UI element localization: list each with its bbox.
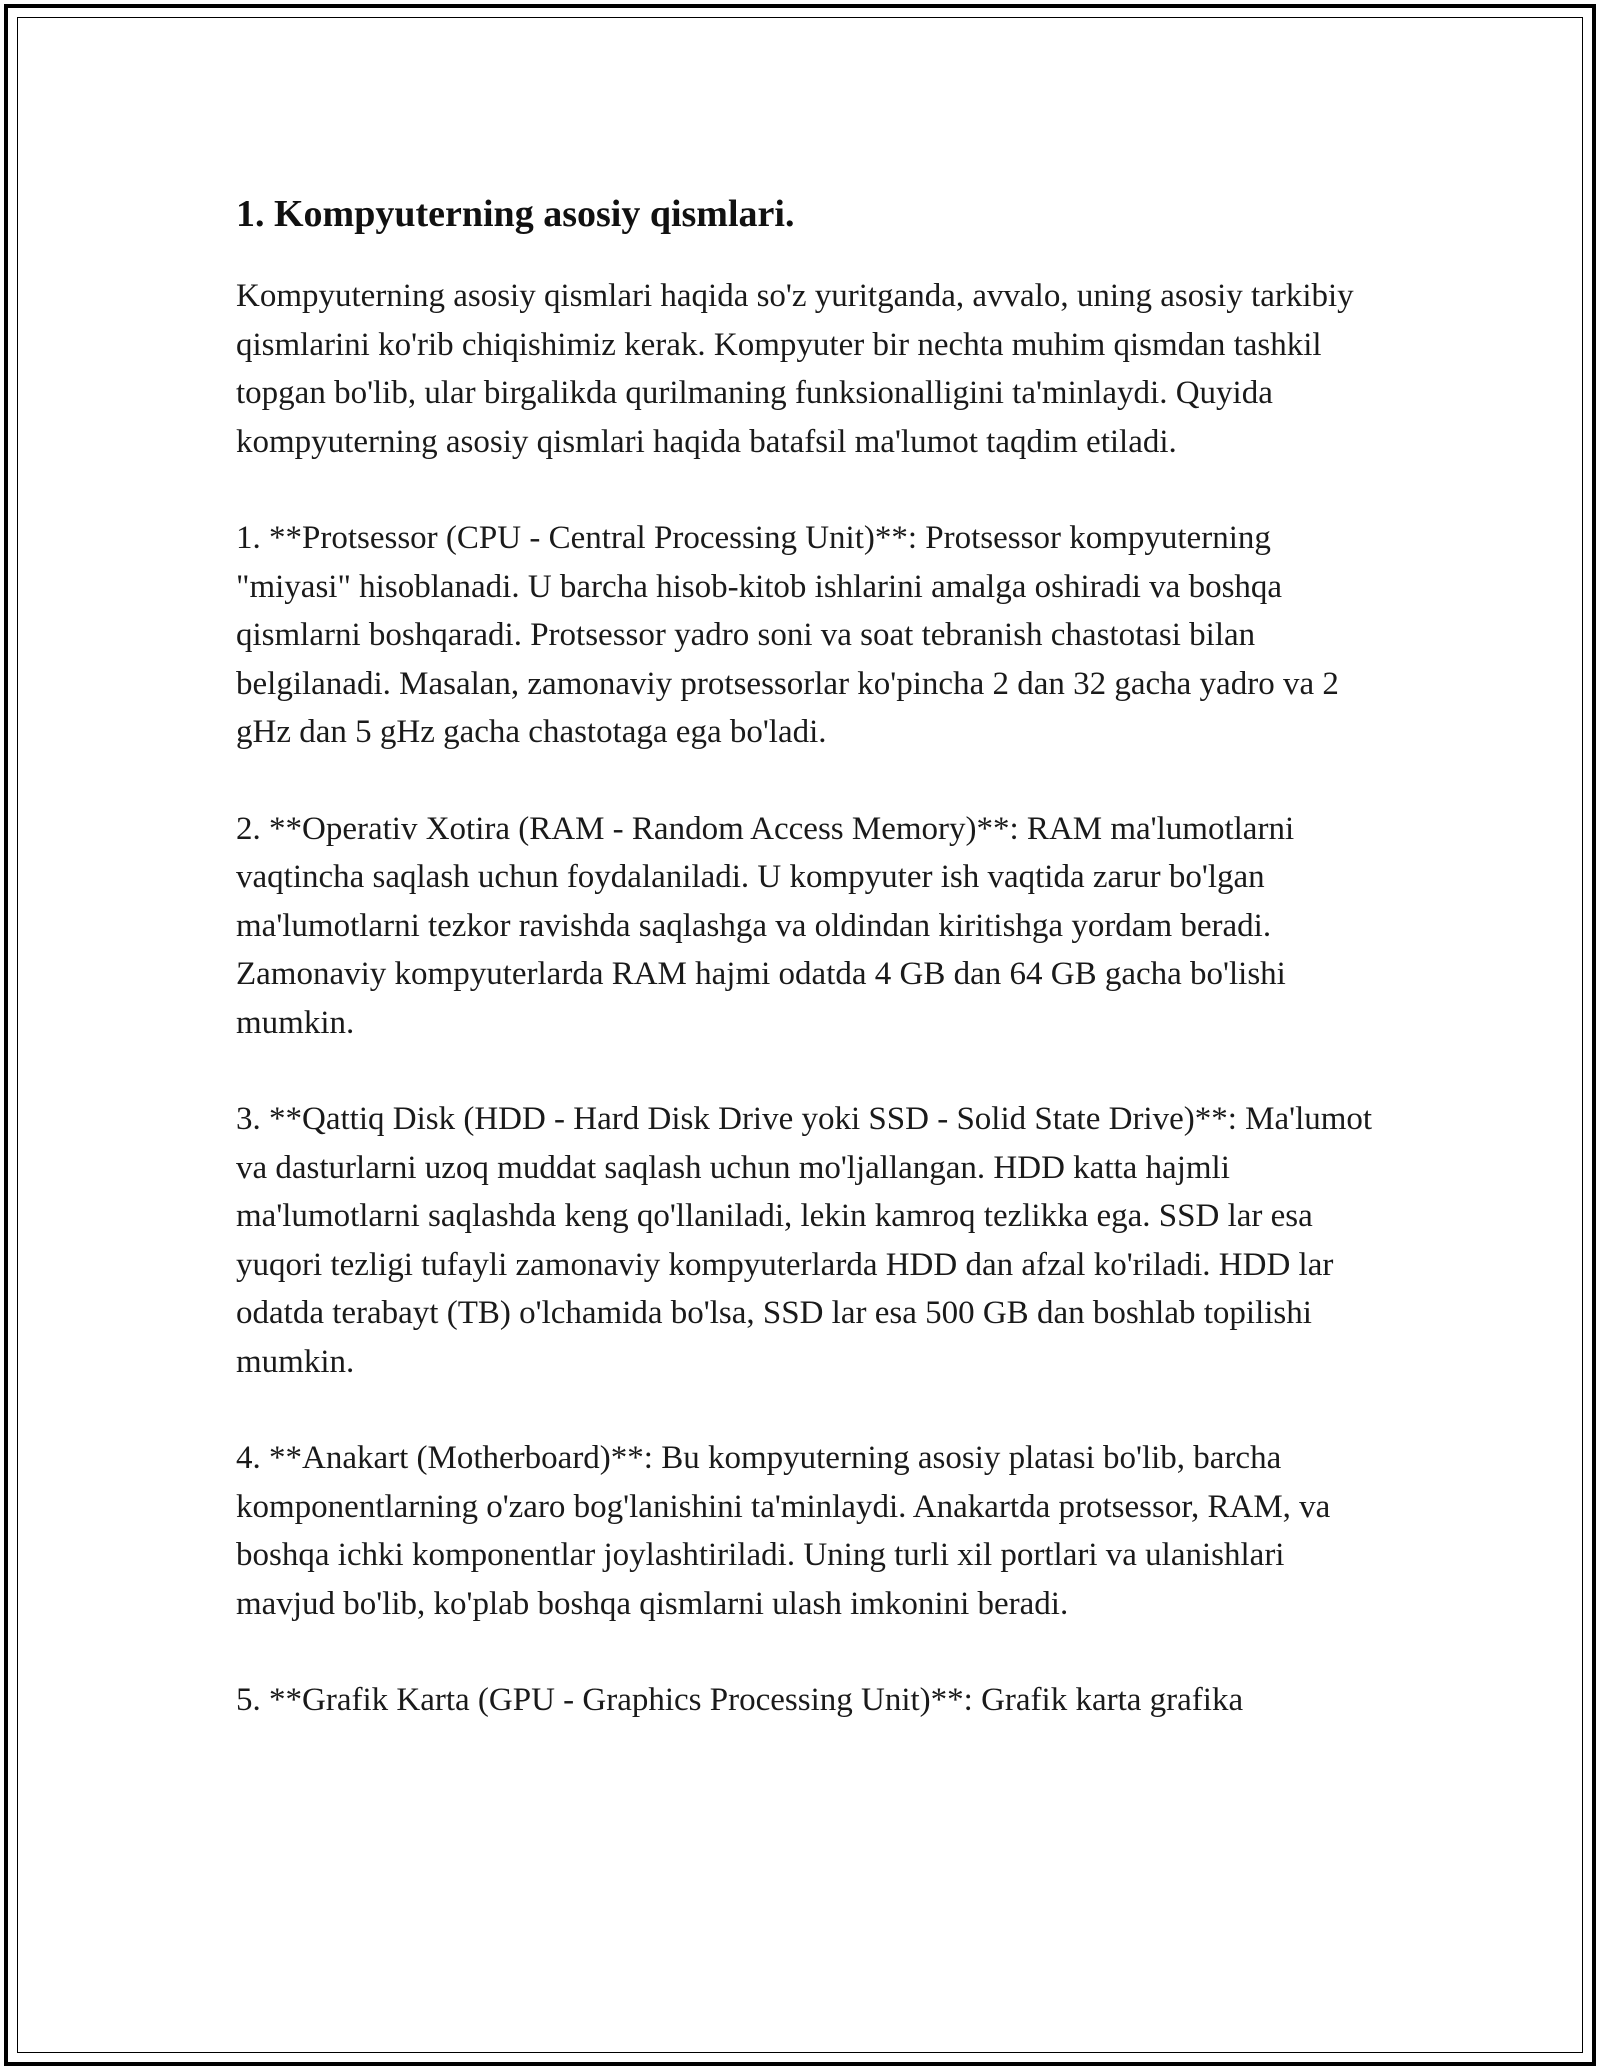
paragraph-gpu: 5. **Grafik Karta (GPU - Graphics Processing Unit)**: Grafik karta grafika xyxy=(236,1682,1244,1718)
document-body xyxy=(236,190,1376,1725)
paragraph-motherboard: 4. **Anakart (Motherboard)**: Bu kompyuterning asosiy platasi bo'lib, barcha komponentlarning o'zaro bog'lanishini ta'minlaydi. Anakartda protsessor, RAM, va boshqa ichki komponentlar joylashtiriladi. Uning turli xil portlari va ulanishlari mavjud bo'lib, ko'plab boshqa qismlarni ulash imkonini beradi. xyxy=(236,1440,1331,1622)
paragraph-disk: 3. **Qattiq Disk (HDD - Hard Disk Drive yoki SSD - Solid State Drive)**: Ma'lumot va dasturlarni uzoq muddat saqlash uchun mo'ljallangan. HDD katta hajmli ma'lumotlarni saqlashda keng qo'llaniladi, lekin kamroq tezlikka ega. SSD lar esa yuqori tezligi tufayli zamonaviy kompyuterlarda HDD dan afzal ko'riladi. HDD lar odatda terabayt (TB) o'lchamida bo'lsa, SSD lar esa 500 GB dan boshlab topilishi mumkin. xyxy=(236,1101,1373,1380)
page-title: 1. Kompyuterning asosiy qismlari. xyxy=(236,193,795,235)
intro-paragraph: Kompyuterning asosiy qismlari haqida so'z yuritganda, avvalo, uning asosiy tarkibiy qismlarini ko'rib chiqishimiz kerak. Kompyuter bir nechta muhim qismdan tashkil topgan bo'lib, ular birgalikda qurilmaning funksionalligini ta'minlaydi. Quyida kompyuterning asosiy qismlari haqida batafsil ma'lumot taqdim etiladi. xyxy=(236,278,1354,460)
paragraph-cpu: 1. **Protsessor (CPU - Central Processing Unit)**: Protsessor kompyuterning "miyasi" hisoblanadi. U barcha hisob-kitob ishlarini amalga oshiradi va boshqa qismlarni boshqaradi. Protsessor yadro soni va soat tebranish chastotasi bilan belgilanadi. Masalan, zamonaviy protsessorlar ko'pincha 2 dan 32 gacha yadro va 2 gHz dan 5 gHz gacha chastotaga ega bo'ladi. xyxy=(236,520,1339,750)
paragraph-ram: 2. **Operativ Xotira (RAM - Random Access Memory)**: RAM ma'lumotlarni vaqtincha saqlash uchun foydalaniladi. U kompyuter ish vaqtida zarur bo'lgan ma'lumotlarni tezkor ravishda saqlashga va oldindan kiritishga yordam beradi. Zamonaviy kompyuterlarda RAM hajmi odatda 4 GB dan 64 GB gacha bo'lishi mumkin. xyxy=(236,810,1295,1041)
